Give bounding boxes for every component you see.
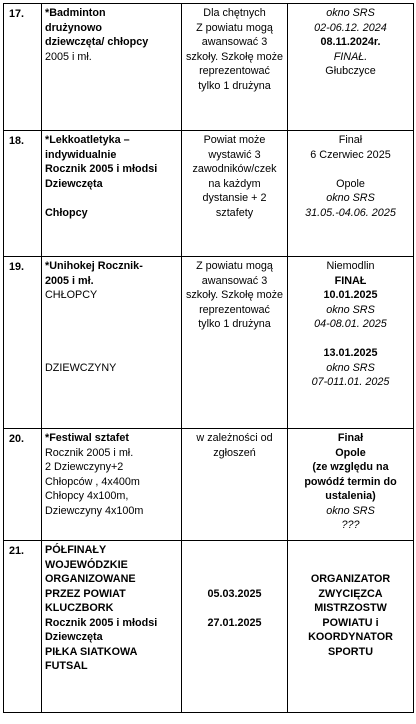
table-row	[4, 4, 414, 131]
organizer-line: KOORDYNATOR	[308, 631, 393, 643]
date-line: Finał	[337, 432, 364, 444]
discipline-year: Rocznik 2005 i młodsi	[45, 163, 158, 175]
discipline-year: Rocznik 2005 i mł.	[45, 446, 134, 459]
discipline-detail: 2 Dziewczyny+2	[45, 461, 124, 473]
date-place-cell	[288, 257, 414, 429]
discipline-name: PÓŁFINAŁY	[45, 544, 107, 556]
discipline-year: 2005 i mł.	[45, 274, 94, 287]
discipline-name: PRZEZ POWIAT	[45, 587, 126, 600]
organizer-line: ZWYCIĘZCA	[318, 587, 383, 600]
date-line: ustalenia)	[325, 490, 376, 502]
place-line: Głubczyce	[325, 65, 376, 77]
place-line: Opole	[335, 446, 366, 459]
rules-line: tylko 1 drużyna	[198, 79, 271, 92]
rules-line: na każdym	[208, 177, 261, 190]
rules-line: zgłoszeń	[213, 446, 256, 459]
discipline-name: WOJEWÓDZKIE	[45, 558, 128, 571]
table-row	[4, 257, 414, 429]
rules-line: awansować 3	[201, 36, 268, 48]
date-line: ???	[341, 519, 360, 531]
discipline-category: Dziewczęta	[45, 631, 103, 643]
rules-cell	[182, 429, 288, 541]
rules-cell	[182, 541, 288, 713]
discipline-detail: Dziewczyny 4x100m	[45, 504, 144, 517]
date-line: okno SRS	[326, 303, 375, 316]
discipline-cell	[42, 541, 182, 713]
discipline-name: KLUCZBORK	[45, 602, 114, 614]
date-line: powódź termin do	[304, 475, 397, 488]
rules-line: reprezentować	[199, 65, 270, 77]
row-number: 19.	[4, 257, 42, 429]
row-number: 17.	[4, 4, 42, 131]
discipline-detail: PIŁKA SIATKOWA	[45, 645, 138, 658]
competition-table	[3, 3, 414, 713]
discipline-name: *Festiwal sztafet	[45, 432, 130, 444]
date-line: 08.11.2024r.	[320, 36, 381, 48]
discipline-name: drużynowo	[45, 21, 102, 34]
rules-line: szkoły. Szkołę może	[185, 289, 283, 301]
date-line: okno SRS	[326, 361, 375, 374]
date-line: 31.05.-04.06. 2025	[305, 206, 396, 219]
rules-line: dystansie + 2	[202, 192, 267, 204]
rules-cell	[182, 131, 288, 257]
discipline-category: Dziewczęta	[45, 177, 103, 190]
date-line: okno SRS	[326, 7, 375, 19]
date-line: (ze względu na	[312, 461, 389, 473]
discipline-detail: Chłopców , 4x400m	[45, 475, 140, 488]
rules-line: Powiat może	[203, 134, 266, 146]
date-place-cell	[288, 541, 414, 713]
row-number: 20.	[4, 429, 42, 541]
discipline-cell	[42, 429, 182, 541]
date-line: 07-011.01. 2025	[311, 376, 390, 388]
discipline-cell	[42, 257, 182, 429]
discipline-category: Chłopcy	[45, 206, 88, 219]
rules-cell	[182, 257, 288, 429]
rules-line: sztafety	[215, 206, 254, 219]
organizer-line: SPORTU	[328, 645, 373, 658]
discipline-year: Rocznik 2005 i młodsi	[45, 616, 158, 629]
discipline-category: dziewczęta/ chłopcy	[45, 36, 149, 48]
date-line: Finał	[338, 134, 363, 146]
date-line: 27.01.2025	[207, 617, 262, 629]
organizer-line: POWIATU i	[322, 616, 379, 629]
rules-line: Z powiatu mogą	[196, 260, 273, 272]
date-line: okno SRS	[326, 504, 375, 517]
discipline-year: 2005 i mł.	[45, 50, 92, 63]
rules-line: szkoły. Szkołę może	[185, 50, 283, 63]
discipline-cell	[42, 131, 182, 257]
table-row	[4, 429, 414, 541]
table-row	[4, 131, 414, 257]
rules-line: reprezentować	[199, 303, 270, 316]
discipline-name: *Lekkoatletyka –	[45, 134, 130, 146]
discipline-detail: Chłopcy 4x100m,	[45, 490, 129, 502]
rules-line: Dla chętnych	[203, 7, 266, 19]
date-line: 04-08.01. 2025	[314, 318, 387, 330]
discipline-name: *Badminton	[45, 7, 106, 19]
table-row	[4, 541, 414, 713]
organizer-line: MISTRZOSTW	[314, 602, 387, 614]
row-number: 18.	[4, 131, 42, 257]
rules-line: awansować 3	[201, 274, 268, 287]
discipline-category: DZIEWCZYNY	[45, 361, 117, 374]
date-line: 10.01.2025	[323, 289, 378, 301]
rules-line: zawodników/czek	[192, 163, 277, 175]
place-line: Niemodlin	[326, 260, 375, 272]
rules-line: wystawić 3	[208, 148, 261, 161]
date-line: 6 Czerwiec 2025	[310, 148, 391, 161]
discipline-name: *Unihokej Rocznik-	[45, 260, 143, 272]
discipline-name: ORGANIZOWANE	[45, 573, 136, 585]
discipline-category: CHŁOPCY	[45, 289, 98, 301]
discipline-detail: FUTSAL	[45, 660, 88, 672]
date-line: 05.03.2025	[207, 588, 262, 600]
date-line: 13.01.2025	[323, 347, 378, 359]
date-line: okno SRS	[326, 192, 375, 204]
rules-cell	[182, 4, 288, 131]
date-place-cell	[288, 4, 414, 131]
row-number: 21.	[4, 541, 42, 713]
discipline-name: indywidualnie	[45, 148, 117, 161]
date-place-cell	[288, 429, 414, 541]
rules-line: tylko 1 drużyna	[198, 318, 271, 330]
place-line: Opole	[336, 177, 365, 190]
rules-line: Z powiatu mogą	[196, 21, 273, 34]
date-line: FINAŁ	[334, 274, 367, 287]
date-place-cell	[288, 131, 414, 257]
rules-line: w zależności od	[196, 432, 273, 444]
discipline-cell	[42, 4, 182, 131]
date-line: 02-06.12. 2024	[314, 21, 387, 34]
organizer-line: ORGANIZATOR	[310, 573, 391, 585]
date-line: FINAŁ.	[333, 50, 368, 63]
